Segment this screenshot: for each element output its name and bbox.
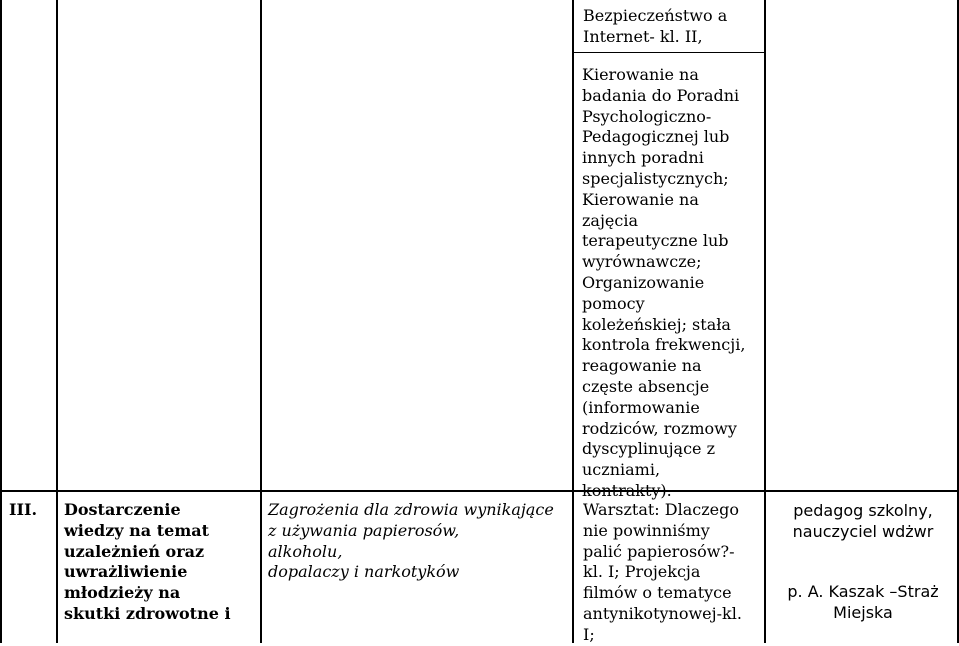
activities-text: Warsztat: Dlaczego nie powinniśmy palić papierosów?- kl. I; Projekcja filmów o tematyce antynikotynowej-kl. I; xyxy=(583,500,742,644)
row-divider-main xyxy=(0,490,959,492)
column-divider-1 xyxy=(56,0,58,643)
goal-text: Dostarczenie wiedzy na temat uzależnień oraz uwrażliwienie młodzieży na skutki zdrowotne i xyxy=(64,500,231,623)
row-divider-top xyxy=(572,52,765,53)
table-left-border xyxy=(0,0,2,643)
row-number: III. xyxy=(9,500,38,519)
column-divider-3 xyxy=(572,0,574,643)
top-row-activities: Bezpieczeństwo a Internet- kl. II, xyxy=(583,6,728,46)
topic-text: Zagrożenia dla zdrowia wynikające z używania papierosów, alkoholu, dopalaczy i narkotyków xyxy=(268,500,554,582)
middle-row-activities: Kierowanie na badania do Poradni Psychologiczno- Pedagogicznej lub innych poradni specjalistycznych; Kierowanie na zajęcia terapeutyczne lub wyrównawcze; Organizowanie pomocy koleżeńskiej; stała kontrola frekwencji, reagowanie na częste absencje (informowanie rodziców, rozmowy dyscyplinujące z uczniami, kontrakty). xyxy=(582,65,746,500)
column-divider-2 xyxy=(260,0,262,643)
responsible-roles: pedagog szkolny, nauczyciel wdżwr xyxy=(792,501,934,541)
responsible-names: p. A. Kaszak –Straż Miejska xyxy=(787,582,939,622)
